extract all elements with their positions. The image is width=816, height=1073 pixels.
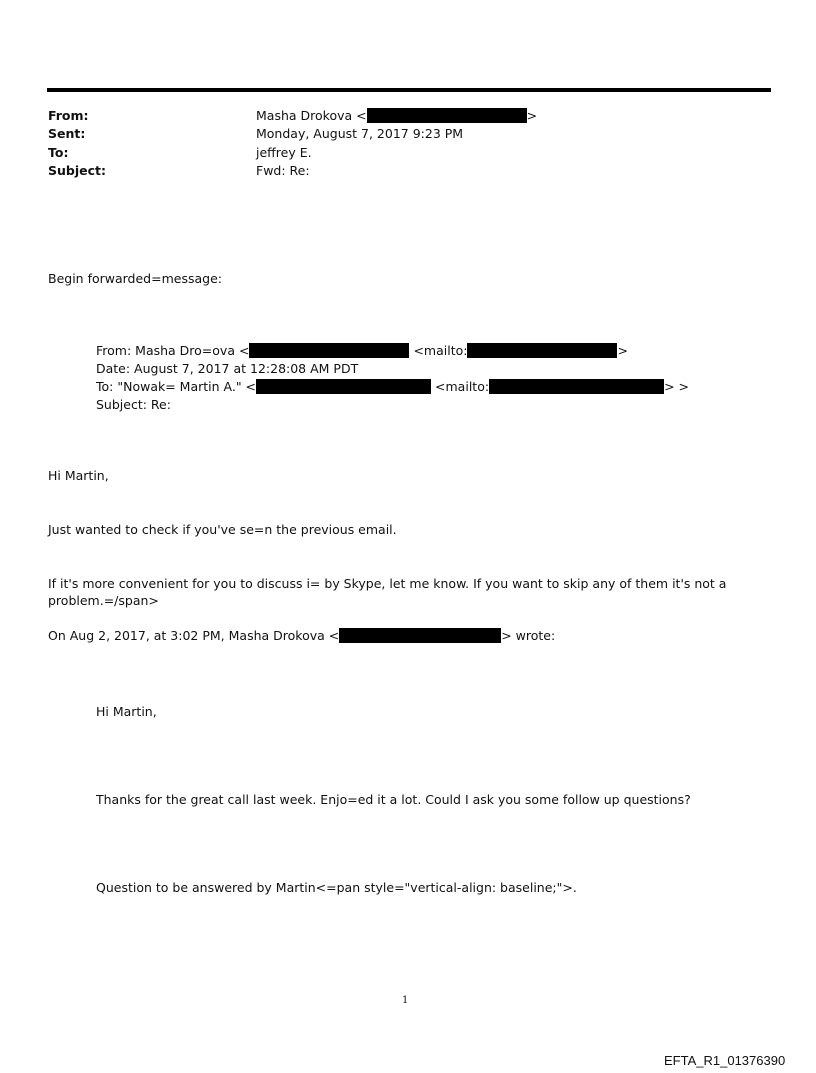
redaction-box: [339, 628, 501, 643]
to-label: To:: [48, 145, 69, 160]
fwd-from-line: [96, 342, 628, 359]
redaction-box: [249, 343, 409, 358]
fwd-to-close: > >: [664, 379, 689, 394]
sent-value: Monday, August 7, 2017 9:23 PM: [256, 126, 464, 141]
on-aug-suffix: > wrote:: [501, 628, 556, 643]
from-value: [256, 108, 537, 124]
fwd-mailto: <mailto:: [435, 379, 490, 394]
greeting: Hi Martin,: [48, 468, 109, 483]
subject-value: Fwd: Re:: [256, 163, 310, 178]
skype-line-2: problem.=/span>: [48, 593, 159, 608]
from-label: From:: [48, 108, 89, 123]
page-number: 1: [402, 995, 409, 1006]
fwd-date-line: Date: August 7, 2017 at 12:28:08 AM PDT: [96, 361, 359, 376]
skype-line-1: If it's more convenient for you to discuss i= by Skype, let me know. If you want to skip any of them it's not a: [48, 576, 727, 591]
redaction-box: [467, 343, 617, 358]
on-aug-line: [48, 627, 555, 644]
quoted-question: Question to be answered by Martin<=pan style="vertical-align: baseline;">.: [96, 880, 577, 895]
bates-id: EFTA_R1_01376390: [664, 1053, 786, 1068]
from-close: >: [526, 108, 538, 123]
fwd-to-prefix: To: "Nowak= Martin A." <: [96, 379, 257, 394]
begin-forwarded: Begin forwarded=message:: [48, 271, 222, 286]
quoted-thanks: Thanks for the great call last week. Enjo=ed it a lot. Could I ask you some follow up questions?: [96, 792, 691, 807]
redaction-box: [489, 379, 664, 394]
fwd-to-line: [96, 378, 689, 395]
fwd-mailto: <mailto:: [413, 343, 468, 358]
fwd-from-prefix: From: Masha Dro=ova <: [96, 343, 250, 358]
sent-label: Sent:: [48, 126, 86, 141]
redaction-box: [256, 379, 431, 394]
subject-label: Subject:: [48, 163, 106, 178]
to-value: jeffrey E.: [256, 145, 312, 160]
fwd-from-close: >: [617, 343, 628, 358]
quoted-greeting: Hi Martin,: [96, 704, 157, 719]
on-aug-prefix: On Aug 2, 2017, at 3:02 PM, Masha Drokova <: [48, 628, 340, 643]
check-line: Just wanted to check if you've se=n the previous email.: [48, 522, 397, 537]
redaction-box: [367, 108, 527, 123]
fwd-subject-line: Subject: Re:: [96, 397, 171, 412]
from-name: Masha Drokova <: [256, 108, 367, 123]
header-divider: [47, 88, 771, 92]
